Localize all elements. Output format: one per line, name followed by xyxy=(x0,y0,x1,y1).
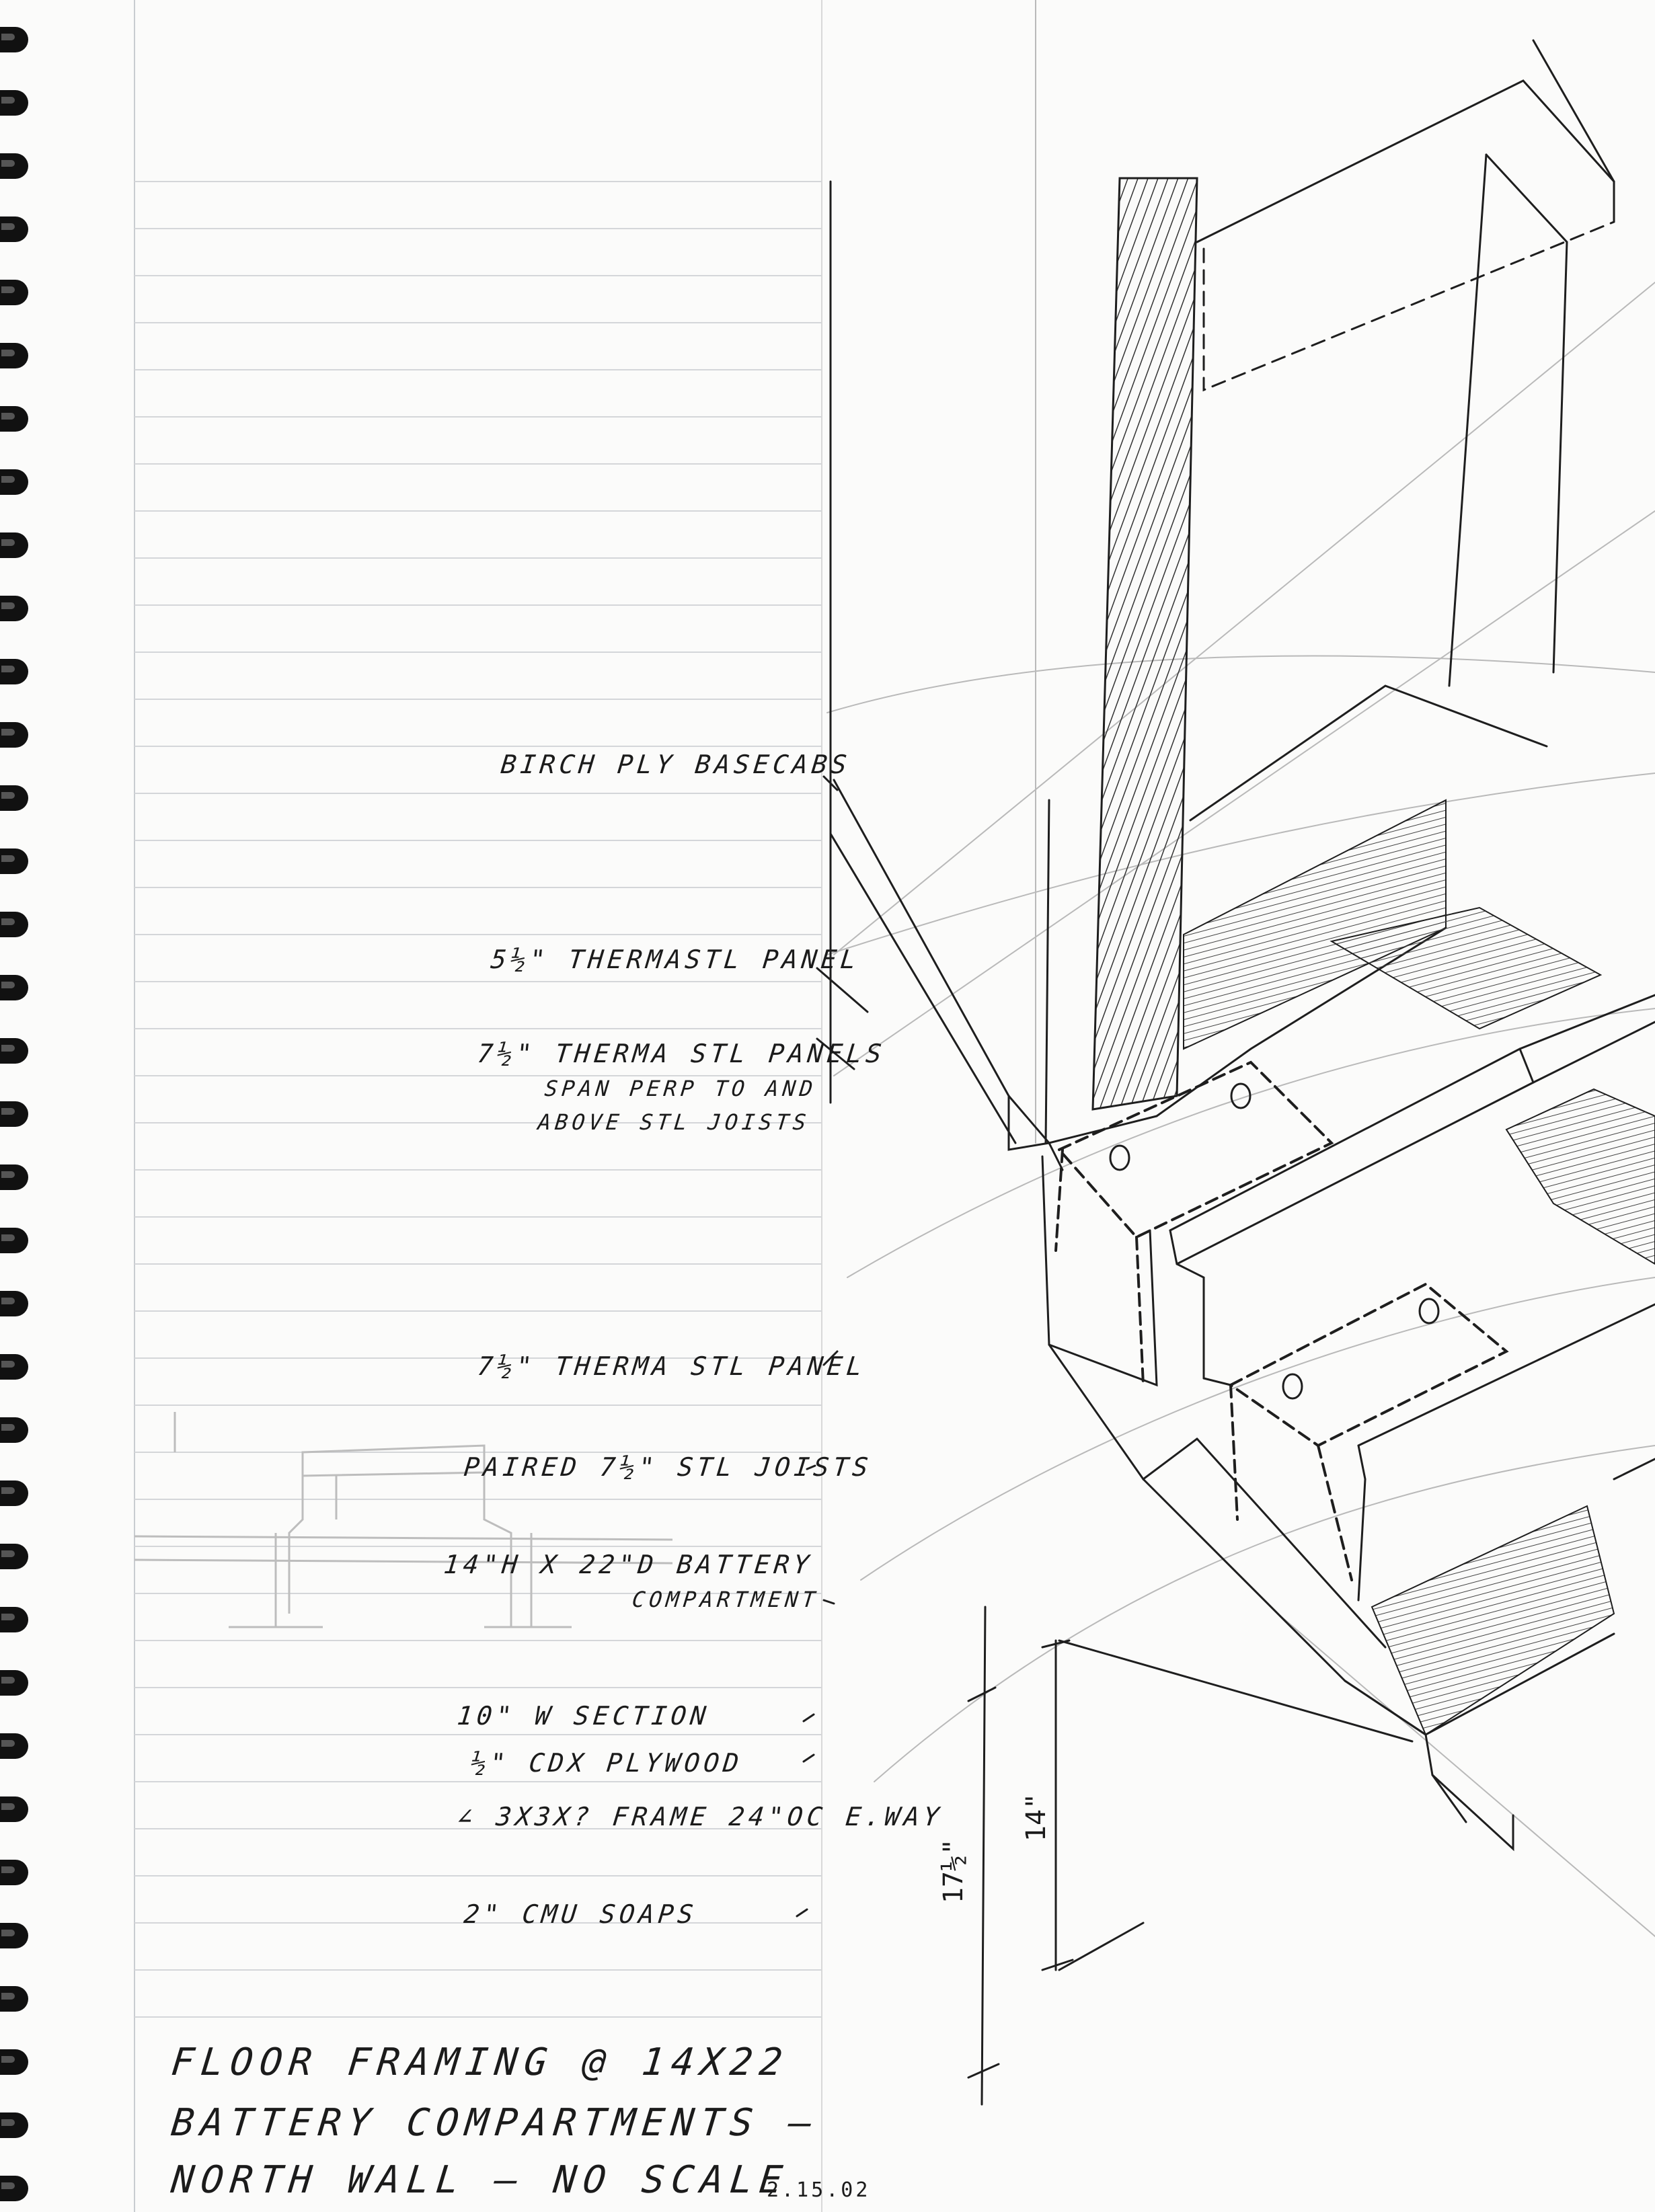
note-cdx-plywood: ½" CDX PLYWOOD xyxy=(469,1748,744,1778)
note-paired-stl-joists: PAIRED 7½" STL JOISTS xyxy=(462,1452,874,1482)
title-line-2: BATTERY COMPARTMENTS — xyxy=(169,2101,821,2145)
note-above-stl-joists: ABOVE STL JOISTS xyxy=(537,1109,812,1135)
note-w-section: 10" W SECTION xyxy=(455,1701,711,1731)
note-span-perp: SPAN PERP TO AND xyxy=(543,1076,818,1101)
dimension-14: 14" xyxy=(1021,1792,1052,1842)
title-line-1: FLOOR FRAMING @ 14X22 xyxy=(169,2041,792,2084)
note-compartment: COMPARTMENT xyxy=(631,1587,820,1612)
note-thermastl-panel-7-half: 7½" THERMA STL PANEL xyxy=(475,1351,868,1381)
note-birch-ply-basecabs: BIRCH PLY BASECABS xyxy=(499,750,853,779)
note-angle-frame: ∠ 3X3X? FRAME 24"OC E.WAY xyxy=(455,1802,945,1831)
note-cmu-soaps: 2" CMU SOAPS xyxy=(462,1899,699,1929)
note-thermastl-panels-7-half: 7½" THERMA STL PANELS xyxy=(475,1039,887,1068)
title-line-3: NORTH WALL — NO SCALE xyxy=(169,2158,792,2202)
dimension-17-half: 17½" xyxy=(938,1838,970,1904)
note-thermastl-panel-5-half: 5½" THERMASTL PANEL xyxy=(489,945,861,974)
sketch-date: 2.15.02 xyxy=(767,2178,871,2202)
note-battery-compartment: 14"H X 22"D BATTERY xyxy=(442,1550,814,1579)
